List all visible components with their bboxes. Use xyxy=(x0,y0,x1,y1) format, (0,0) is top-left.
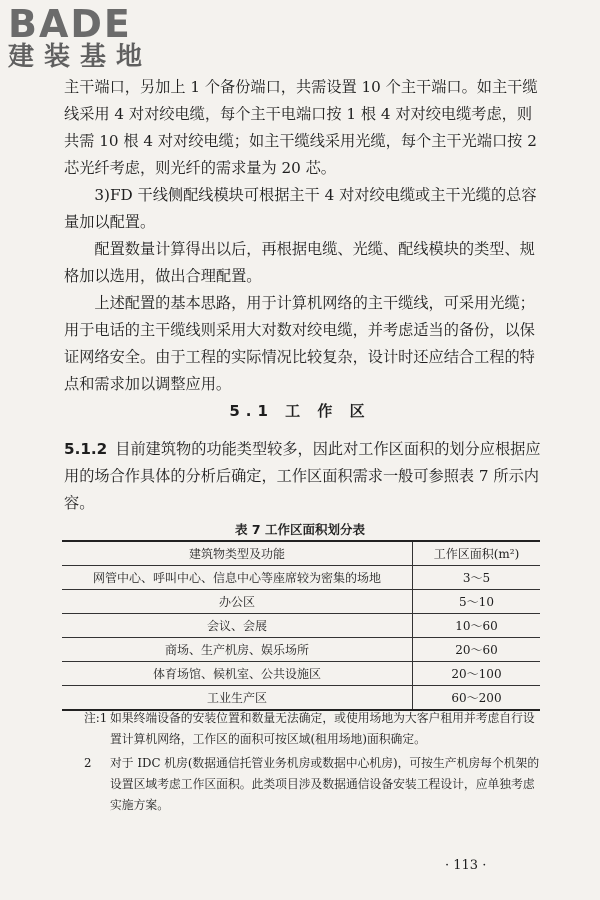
cell-work-area: 20～60 xyxy=(413,638,541,662)
page-number: · 113 · xyxy=(445,858,487,873)
note-text: 对于 IDC 机房(数据通信托管业务机房或数据中心机房)，可按生产机房每个机架的设置区域考虑工作区面积。此类项目涉及数据通信设备安装工程设计，应单独考虑实施方案。 xyxy=(110,756,540,812)
note-label: 注:1 xyxy=(84,711,108,725)
cell-building-type: 体育场馆、候机室、公共设施区 xyxy=(62,662,413,686)
work-area-table xyxy=(62,540,540,711)
cell-building-type: 工业生产区 xyxy=(62,686,413,711)
clause-number: 5.1.2 xyxy=(64,440,108,458)
cell-work-area: 3～5 xyxy=(413,566,541,590)
note-item xyxy=(84,708,544,750)
cell-work-area: 60～200 xyxy=(413,686,541,711)
clause-5-1-2 xyxy=(64,436,544,517)
table-row xyxy=(62,638,540,662)
table-caption: 表 7 工作区面积划分表 xyxy=(235,522,365,537)
table-row xyxy=(62,590,540,614)
cell-building-type: 会议、会展 xyxy=(62,614,413,638)
note-label: 2 xyxy=(84,756,92,770)
table-notes xyxy=(84,708,544,819)
table-row xyxy=(62,614,540,638)
brand-logo xyxy=(8,4,208,72)
cell-building-type: 商场、生产机房、娱乐场所 xyxy=(62,638,413,662)
table-row xyxy=(62,662,540,686)
cell-building-type: 网管中心、呼叫中心、信息中心等座席较为密集的场地 xyxy=(62,566,413,590)
logo-text-cn: 建装基地 xyxy=(8,42,153,72)
table-row xyxy=(62,566,540,590)
paragraph-configuration: 配置数量计算得出以后，再根据电缆、光缆、配线模块的类型、规格加以选用，做出合理配置。 xyxy=(64,240,535,285)
note-item xyxy=(84,753,544,816)
paragraph-basic-approach: 上述配置的基本思路，用于计算机网络的主干缆线，可采用光缆；用于电话的主干缆线则采用大对数对绞电缆，并考虑适当的备份，以保证网络安全。由于工程的实际情况比较复杂，设计时还应结合工程的特点和需求加以调整应用。 xyxy=(64,294,535,393)
clause-text: 目前建筑物的功能类型较多，因此对工作区面积的划分应根据应用的场合作具体的分析后确定，工作区面积需求一般可参照表 7 所示内容。 xyxy=(64,440,541,512)
table-header-row xyxy=(62,541,540,566)
section-title: 5.1 工 作 区 xyxy=(229,402,371,420)
logo-text-en: BADE xyxy=(8,2,132,46)
header-work-area: 工作区面积(m²) xyxy=(413,541,541,566)
table-row xyxy=(62,686,540,711)
paragraph-fd-module: 3)FD 干线侧配线模块可根据主干 4 对对绞电缆或主干光缆的总容量加以配置。 xyxy=(64,186,537,231)
cell-work-area: 10～60 xyxy=(413,614,541,638)
cell-work-area: 20～100 xyxy=(413,662,541,686)
cell-building-type: 办公区 xyxy=(62,590,413,614)
header-building-type: 建筑物类型及功能 xyxy=(62,541,413,566)
paragraph-backbone-ports: 主干端口，另加上 1 个备份端口，共需设置 10 个主干端口。如主干缆线采用 4 对对绞电缆，每个主干电端口按 1 根 4 对对绞电缆考虑，则共需 10 根 4 对对绞电缆；如主干缆线采用光缆，每个主干光端口按 2 芯光纤考虑，则光纤的需求量为 20 芯。 xyxy=(64,78,538,177)
note-text: 如果终端设备的安装位置和数量无法确定，或使用场地为大客户租用并考虑自行设置计算机网络，工作区的面积可按区域(租用场地)面积确定。 xyxy=(110,711,535,746)
cell-work-area: 5～10 xyxy=(413,590,541,614)
